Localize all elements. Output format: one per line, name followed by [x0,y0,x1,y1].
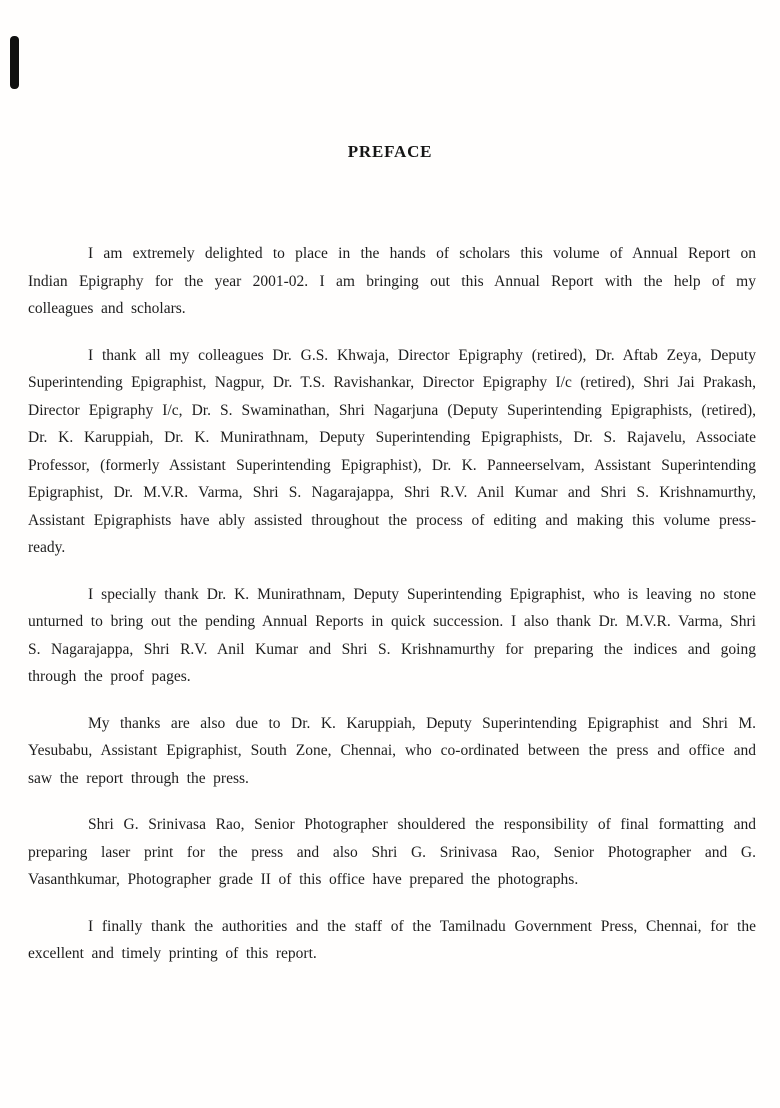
paragraph-printing-thanks: I finally thank the authorities and the staff of the Tamilnadu Government Press, Chennai, for the excellent and timely printing of this report. [28,917,756,962]
paragraph-intro: I am extremely delighted to place in the hands of scholars this volume of Annual Report on Indian Epigraphy for the year 2001-02. I am bringing out this Annual Report with the help of my colleagues and scholars. [28,245,756,317]
page-title: PREFACE [347,142,433,161]
scan-edge-artifact [10,36,19,89]
paragraph-colleagues-acknowledgement: I thank all my colleagues Dr. G.S. Khwaja, Director Epigraphy (retired), Dr. Aftab Zeya, Deputy Superintending Epigraphist, Nagpur, Dr. T.S. Ravishankar, Director Epigraphy I/c (retired), Shri Jai Prakash, Director Epigraphy I/c, Dr. S. Swaminathan, Shri Nagarjuna (Deputy Superintending Epigraphists, (retired), Dr. K. Karuppiah, Dr. K. Munirathnam, Deputy Superintending Epigraphists, Dr. S. Rajavelu, Associate Professor, (formerly Assistant Superintending Epigraphist), Dr. K. Panneerselvam, Assistant Superintending Epigraphist, Dr. M.V.R. Varma, Shri S. Nagarajappa, Shri R.V. Anil Kumar and Shri S. Krishnamurthy, Assistant Epigraphists have ably assisted throughout the process of editing and making this volume press-ready. [28,346,756,556]
paragraph-special-thanks: I specially thank Dr. K. Munirathnam, Deputy Superintending Epigraphist, who is leaving no stone unturned to bring out the pending Annual Reports in quick succession. I also thank Dr. M.V.R. Varma, Shri S. Nagarajappa, Shri R.V. Anil Kumar and Shri S. Krishnamurthy for preparing the indices and going through the proof pages. [28,585,756,685]
preface-text-block [28,240,756,968]
paragraph-press-coordination-thanks: My thanks are also due to Dr. K. Karuppiah, Deputy Superintending Epigraphist and Shri M. Yesubabu, Assistant Epigraphist, South Zone, Chennai, who co-ordinated between the press and office and saw the report through the press. [28,714,756,787]
paragraph-photographer-credits: Shri G. Srinivasa Rao, Senior Photographer shouldered the responsibility of final formatting and preparing laser print for the press and also Shri G. Srinivasa Rao, Senior Photographer and G. Vasanthkumar, Photographer grade II of this office have prepared the photographs. [28,816,756,888]
